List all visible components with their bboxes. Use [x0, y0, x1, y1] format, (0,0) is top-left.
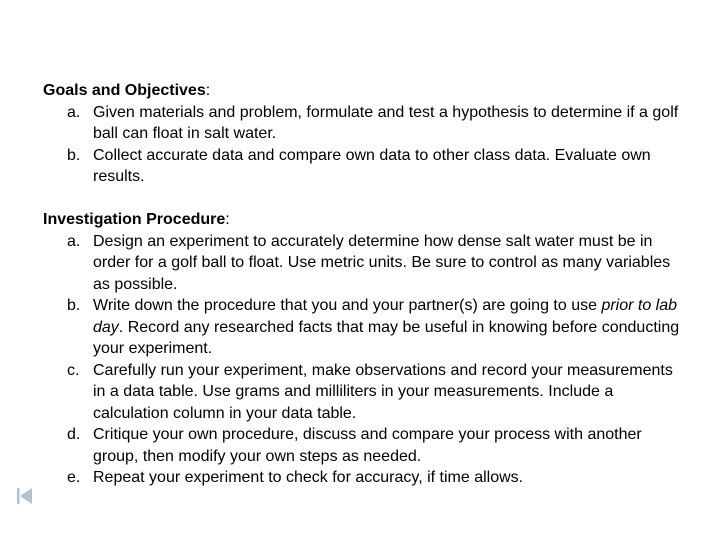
procedure-item-a [43, 231, 683, 296]
goals-heading-colon: : [205, 82, 211, 99]
goals-list [43, 102, 683, 188]
procedure-item-b [43, 295, 683, 360]
procedure-heading [43, 209, 683, 231]
goals-item-b-marker: b. [67, 146, 81, 164]
procedure-heading-colon: : [225, 211, 230, 228]
goals-item-a-marker: a. [67, 103, 81, 121]
skip-bar-shape [17, 488, 20, 504]
procedure-item-d-text: Critique your own procedure, discuss and compare your process with another group, then modify your own steps as needed. [93, 426, 642, 465]
procedure-item-b-text-before: Write down the procedure that you and your partner(s) are going to use [93, 297, 602, 314]
procedure-item-c [43, 360, 683, 425]
procedure-item-e-marker: e. [67, 469, 81, 486]
procedure-section [43, 209, 683, 489]
goals-item-b [43, 145, 683, 188]
procedure-item-d-marker: d. [67, 426, 81, 443]
procedure-item-d [43, 424, 683, 467]
skip-triangle-shape [20, 488, 32, 504]
document-body [43, 80, 683, 489]
procedure-item-b-text-after: . Record any researched facts that may be useful in knowing before conducting your experiment. [93, 318, 680, 357]
procedure-item-a-marker: a. [67, 232, 81, 250]
goals-section [43, 80, 683, 188]
goals-item-b-text: Collect accurate data and compare own data to other class data. Evaluate own results. [93, 146, 651, 185]
procedure-item-e-text: Repeat your experiment to check for accuracy, if time allows. [93, 469, 524, 486]
procedure-item-c-text: Carefully run your experiment, make observations and record your measurements in a data table. Use grams and milliliters in your measurements. Include a calculation column in your data table. [93, 361, 673, 422]
goals-heading [43, 80, 683, 102]
procedure-item-a-text: Design an experiment to accurately determine how dense salt water must be in order for a golf ball to float. Use metric units. Be sure to control as many variables as possible. [93, 232, 671, 293]
goals-heading-label: Goals and Objectives [43, 82, 206, 99]
skip-to-start-icon[interactable] [14, 485, 36, 507]
procedure-item-e [43, 467, 683, 489]
procedure-list [43, 231, 683, 489]
procedure-item-b-marker: b. [67, 297, 81, 314]
procedure-item-b-text-italic: prior to lab day [93, 297, 678, 336]
procedure-item-c-marker: c. [67, 361, 80, 379]
skip-to-start-icon-graphic [14, 485, 36, 507]
procedure-heading-label: Investigation Procedure [43, 211, 226, 228]
goals-item-a [43, 102, 683, 145]
goals-item-a-text: Given materials and problem, formulate and test a hypothesis to determine if a golf ball can float in salt water. [93, 103, 679, 142]
